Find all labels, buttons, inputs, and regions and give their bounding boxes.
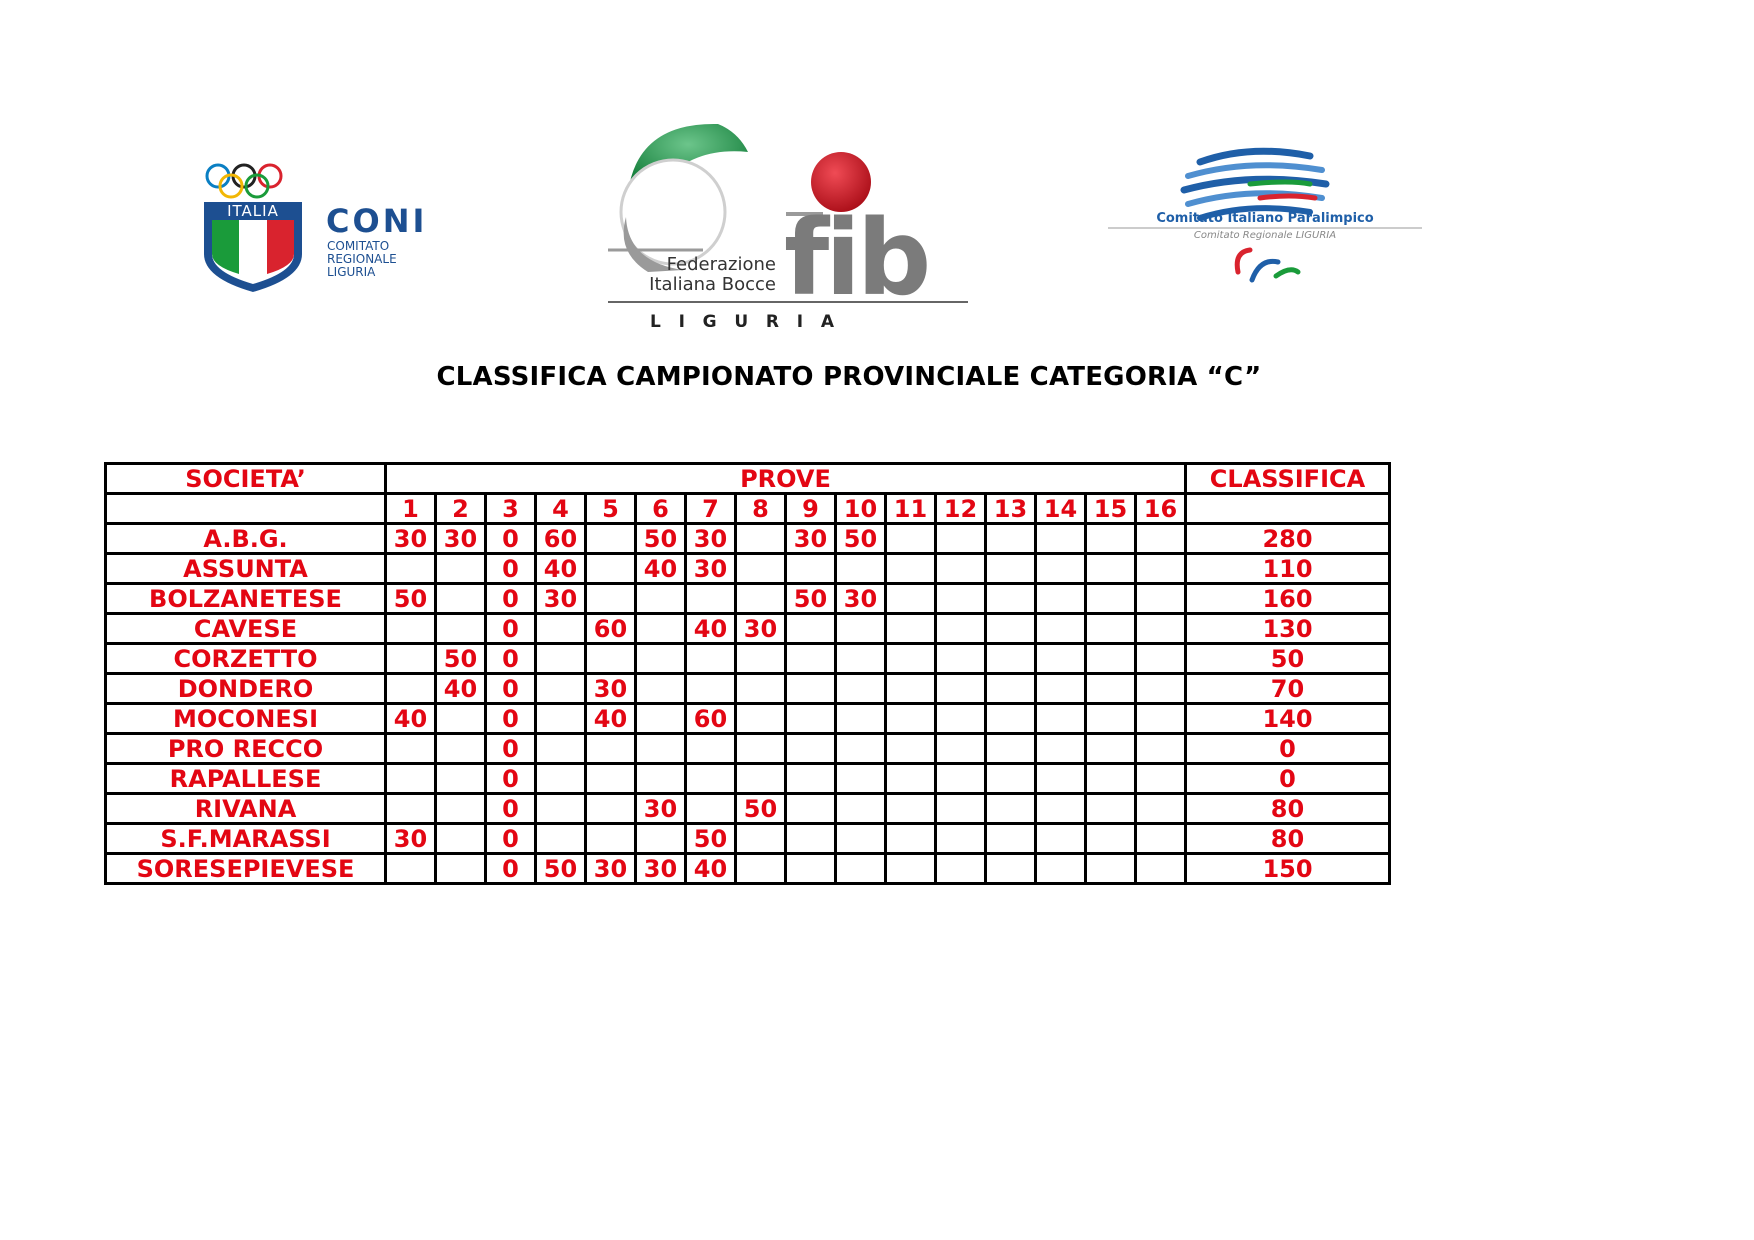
- trial-score: [536, 614, 586, 644]
- trial-score: [636, 614, 686, 644]
- trial-score: [936, 584, 986, 614]
- trial-score: [436, 554, 486, 584]
- ranking-total: 0: [1186, 764, 1390, 794]
- trial-score: 0: [486, 554, 536, 584]
- table-row: [106, 824, 1390, 854]
- table-row: [106, 794, 1390, 824]
- trial-score: [386, 614, 436, 644]
- trial-score: [1136, 524, 1186, 554]
- trial-score: [786, 734, 836, 764]
- trial-number: 12: [936, 494, 986, 524]
- trial-score: [736, 764, 786, 794]
- trial-score: 50: [436, 644, 486, 674]
- trial-score: [886, 854, 936, 884]
- trial-score: [536, 764, 586, 794]
- trial-score: [636, 824, 686, 854]
- trial-score: [1086, 524, 1136, 554]
- trial-score: [636, 704, 686, 734]
- olympic-rings-icon: [207, 165, 281, 197]
- trial-score: [386, 794, 436, 824]
- trial-score: 60: [686, 704, 736, 734]
- trial-score: [736, 554, 786, 584]
- trial-score: [536, 794, 586, 824]
- table-row: [106, 764, 1390, 794]
- table-row: [106, 584, 1390, 614]
- trial-score: [586, 794, 636, 824]
- trial-score: [1136, 764, 1186, 794]
- trial-number: 8: [736, 494, 786, 524]
- trial-score: [986, 824, 1036, 854]
- trial-score: [986, 674, 1036, 704]
- trial-score: 40: [436, 674, 486, 704]
- trial-score: [986, 794, 1036, 824]
- cip-logo: [1100, 140, 1430, 300]
- trial-score: [586, 734, 636, 764]
- trial-score: 40: [586, 704, 636, 734]
- table-row: [106, 854, 1390, 884]
- trial-number: 13: [986, 494, 1036, 524]
- trial-score: [586, 764, 636, 794]
- trial-score: [536, 644, 586, 674]
- trial-score: 30: [636, 854, 686, 884]
- trial-score: 30: [686, 524, 736, 554]
- trial-score: [886, 644, 936, 674]
- trial-score: [886, 704, 936, 734]
- trial-score: [536, 734, 586, 764]
- trial-score: [986, 704, 1036, 734]
- trial-score: 0: [486, 764, 536, 794]
- empty-cell: [1186, 494, 1390, 524]
- trial-score: 50: [836, 524, 886, 554]
- trial-score: 50: [736, 794, 786, 824]
- trial-score: [886, 824, 936, 854]
- ranking-total: 50: [1186, 644, 1390, 674]
- table-row: [106, 524, 1390, 554]
- trial-number: 16: [1136, 494, 1186, 524]
- trial-score: [836, 854, 886, 884]
- society-name: MOCONESI: [106, 704, 386, 734]
- trial-score: 30: [636, 794, 686, 824]
- trial-score: [936, 644, 986, 674]
- trial-score: 50: [686, 824, 736, 854]
- trial-score: [586, 584, 636, 614]
- trial-score: [386, 674, 436, 704]
- coni-logo: [198, 162, 468, 297]
- trial-score: 30: [836, 584, 886, 614]
- trial-score: 0: [486, 854, 536, 884]
- trial-score: [786, 614, 836, 644]
- trial-score: 40: [386, 704, 436, 734]
- empty-cell: [106, 494, 386, 524]
- trial-score: [1036, 524, 1086, 554]
- trial-score: [536, 824, 586, 854]
- trial-score: 30: [536, 584, 586, 614]
- trial-score: [686, 764, 736, 794]
- trial-score: [786, 824, 836, 854]
- trial-score: [1036, 614, 1086, 644]
- trial-score: 0: [486, 584, 536, 614]
- trial-score: [736, 674, 786, 704]
- trial-score: [1086, 644, 1136, 674]
- trial-score: 30: [736, 614, 786, 644]
- trial-score: [936, 794, 986, 824]
- trial-score: [836, 704, 886, 734]
- trial-score: [1036, 764, 1086, 794]
- trial-score: 50: [386, 584, 436, 614]
- trial-score: [786, 794, 836, 824]
- fib-logo: [608, 122, 980, 337]
- trial-score: [836, 644, 886, 674]
- ranking-total: 150: [1186, 854, 1390, 884]
- table-row: [106, 674, 1390, 704]
- ranking-total: 130: [1186, 614, 1390, 644]
- trial-score: [586, 644, 636, 674]
- trial-score: [836, 794, 886, 824]
- trial-score: [686, 644, 736, 674]
- coni-subtitle-1: COMITATO: [327, 239, 390, 253]
- trial-score: [786, 554, 836, 584]
- coni-name: CONI: [326, 202, 428, 240]
- trial-score: 30: [386, 524, 436, 554]
- trial-score: [886, 734, 936, 764]
- trial-score: [1086, 764, 1136, 794]
- trial-score: [986, 554, 1036, 584]
- trial-number: 15: [1086, 494, 1136, 524]
- trial-score: 30: [436, 524, 486, 554]
- fib-region: L I G U R I A: [650, 312, 835, 332]
- table-row: [106, 614, 1390, 644]
- trial-score: [936, 764, 986, 794]
- trial-score: [536, 704, 586, 734]
- shield-label: ITALIA: [227, 202, 279, 220]
- trial-score: [586, 524, 636, 554]
- trial-score: [886, 524, 936, 554]
- trial-score: [436, 764, 486, 794]
- trial-score: [1086, 554, 1136, 584]
- trial-score: [636, 644, 686, 674]
- trial-score: [936, 524, 986, 554]
- table-row: [106, 734, 1390, 764]
- trial-score: [1036, 674, 1086, 704]
- trial-score: [686, 794, 736, 824]
- standings-table: [104, 462, 1391, 885]
- swirl-globe-icon: [1184, 151, 1326, 218]
- trial-score: [586, 554, 636, 584]
- trial-score: [386, 854, 436, 884]
- trial-score: [686, 734, 736, 764]
- trial-score: [1136, 794, 1186, 824]
- trial-score: [1086, 734, 1136, 764]
- trial-score: 50: [786, 584, 836, 614]
- trial-number: 5: [586, 494, 636, 524]
- trial-score: [936, 704, 986, 734]
- trial-score: [386, 644, 436, 674]
- trial-score: 0: [486, 734, 536, 764]
- trial-score: [986, 524, 1036, 554]
- trial-score: [986, 854, 1036, 884]
- trial-score: [736, 824, 786, 854]
- society-name: A.B.G.: [106, 524, 386, 554]
- trial-score: [1136, 614, 1186, 644]
- trial-score: [1036, 854, 1086, 884]
- trial-score: [436, 704, 486, 734]
- trial-score: [436, 824, 486, 854]
- trial-score: [936, 614, 986, 644]
- ranking-total: 160: [1186, 584, 1390, 614]
- trial-score: [836, 554, 886, 584]
- society-name: DONDERO: [106, 674, 386, 704]
- trial-score: [936, 854, 986, 884]
- trial-score: [886, 584, 936, 614]
- society-name: RIVANA: [106, 794, 386, 824]
- trial-score: [1036, 644, 1086, 674]
- trial-score: [1086, 854, 1136, 884]
- trial-score: [1136, 584, 1186, 614]
- ranking-total: 80: [1186, 824, 1390, 854]
- trial-number: 1: [386, 494, 436, 524]
- society-name: ASSUNTA: [106, 554, 386, 584]
- trial-score: [1036, 704, 1086, 734]
- trial-score: [1136, 734, 1186, 764]
- trial-score: [1036, 584, 1086, 614]
- cip-name: Comitato Italiano Paralimpico: [1156, 211, 1374, 226]
- trial-score: [986, 644, 1036, 674]
- table-row: [106, 704, 1390, 734]
- ranking-header: CLASSIFICA: [1186, 464, 1390, 494]
- cip-subtitle: Comitato Regionale LIGURIA: [1193, 230, 1337, 241]
- trial-score: [636, 764, 686, 794]
- society-name: BOLZANETESE: [106, 584, 386, 614]
- trial-score: [736, 524, 786, 554]
- trial-score: [736, 704, 786, 734]
- trial-score: [636, 674, 686, 704]
- trial-score: [386, 734, 436, 764]
- trial-score: [436, 734, 486, 764]
- trial-score: [886, 674, 936, 704]
- trial-score: [686, 674, 736, 704]
- society-name: SORESEPIEVESE: [106, 854, 386, 884]
- trial-score: [586, 824, 636, 854]
- fib-line2: Italiana Bocce: [649, 274, 776, 295]
- ranking-total: 110: [1186, 554, 1390, 584]
- coni-subtitle-2: REGIONALE: [327, 252, 397, 266]
- trial-score: [1086, 824, 1136, 854]
- trial-score: [836, 614, 886, 644]
- society-name: S.F.MARASSI: [106, 824, 386, 854]
- trial-score: [786, 644, 836, 674]
- trial-number: 11: [886, 494, 936, 524]
- trial-score: [1086, 674, 1136, 704]
- society-name: CORZETTO: [106, 644, 386, 674]
- trial-score: [986, 764, 1036, 794]
- trial-score: [836, 734, 886, 764]
- trial-score: 0: [486, 524, 536, 554]
- trial-score: [436, 854, 486, 884]
- trial-score: [886, 764, 936, 794]
- trial-score: 0: [486, 794, 536, 824]
- trial-score: [936, 674, 986, 704]
- ranking-total: 140: [1186, 704, 1390, 734]
- society-name: RAPALLESE: [106, 764, 386, 794]
- trial-score: [736, 644, 786, 674]
- trial-number: 3: [486, 494, 536, 524]
- trial-score: 30: [586, 854, 636, 884]
- trial-score: [1136, 554, 1186, 584]
- fib-line1: Federazione: [666, 254, 776, 275]
- trial-score: [936, 734, 986, 764]
- trial-number: 14: [1036, 494, 1086, 524]
- table-row: [106, 644, 1390, 674]
- trial-score: [636, 734, 686, 764]
- trial-score: [686, 584, 736, 614]
- ranking-total: 80: [1186, 794, 1390, 824]
- society-name: CAVESE: [106, 614, 386, 644]
- trial-score: 30: [586, 674, 636, 704]
- trial-score: [986, 734, 1036, 764]
- trial-number: 9: [786, 494, 836, 524]
- trial-score: [1136, 644, 1186, 674]
- trial-score: [436, 614, 486, 644]
- trial-score: 30: [386, 824, 436, 854]
- trial-score: 0: [486, 824, 536, 854]
- trial-score: [1036, 734, 1086, 764]
- trial-score: [836, 824, 886, 854]
- trial-score: [886, 554, 936, 584]
- trial-score: [786, 704, 836, 734]
- trial-score: [786, 854, 836, 884]
- trial-score: 40: [536, 554, 586, 584]
- trial-score: [1136, 704, 1186, 734]
- trial-score: [736, 734, 786, 764]
- trial-score: 0: [486, 644, 536, 674]
- trial-score: [736, 584, 786, 614]
- trial-score: 30: [786, 524, 836, 554]
- trial-number: 4: [536, 494, 586, 524]
- trial-score: [436, 584, 486, 614]
- society-name: PRO RECCO: [106, 734, 386, 764]
- trial-score: [1036, 824, 1086, 854]
- trial-score: 60: [586, 614, 636, 644]
- header-row: [106, 464, 1390, 494]
- trial-score: [936, 824, 986, 854]
- trial-number-row: [106, 494, 1390, 524]
- trial-score: [1086, 614, 1136, 644]
- trial-score: 60: [536, 524, 586, 554]
- trial-number: 7: [686, 494, 736, 524]
- trial-score: [786, 764, 836, 794]
- society-header: SOCIETA’: [106, 464, 386, 494]
- paralympic-agitos-icon: [1237, 250, 1298, 280]
- trial-score: [1086, 704, 1136, 734]
- trial-score: 50: [636, 524, 686, 554]
- trial-score: 0: [486, 674, 536, 704]
- trial-score: 40: [686, 614, 736, 644]
- trial-score: [786, 674, 836, 704]
- trial-score: [386, 554, 436, 584]
- ranking-total: 280: [1186, 524, 1390, 554]
- trial-score: [1086, 584, 1136, 614]
- trial-score: [1136, 674, 1186, 704]
- trial-score: 40: [636, 554, 686, 584]
- trial-score: 0: [486, 704, 536, 734]
- trial-number: 2: [436, 494, 486, 524]
- trial-score: [886, 614, 936, 644]
- table-row: [106, 554, 1390, 584]
- trial-score: [886, 794, 936, 824]
- page-title: CLASSIFICA CAMPIONATO PROVINCIALE CATEGORIA “C”: [436, 362, 1262, 392]
- italia-shield-icon: [204, 202, 302, 292]
- trial-score: 50: [536, 854, 586, 884]
- trial-number: 6: [636, 494, 686, 524]
- trial-score: [386, 764, 436, 794]
- fib-wordmark: fib: [784, 197, 928, 319]
- ranking-total: 0: [1186, 734, 1390, 764]
- ranking-total: 70: [1186, 674, 1390, 704]
- trial-score: [1086, 794, 1136, 824]
- trial-score: [836, 764, 886, 794]
- trial-score: [986, 614, 1036, 644]
- trial-score: [736, 854, 786, 884]
- trial-score: [1036, 554, 1086, 584]
- trials-header: PROVE: [386, 464, 1186, 494]
- trial-score: [636, 584, 686, 614]
- trial-score: 0: [486, 614, 536, 644]
- trial-score: [1136, 824, 1186, 854]
- trial-score: [436, 794, 486, 824]
- trial-score: [1036, 794, 1086, 824]
- trial-score: [936, 554, 986, 584]
- trial-score: [836, 674, 886, 704]
- trial-score: [986, 584, 1036, 614]
- coni-subtitle-3: LIGURIA: [327, 265, 376, 279]
- trial-score: 30: [686, 554, 736, 584]
- trial-number: 10: [836, 494, 886, 524]
- trial-score: [1136, 854, 1186, 884]
- trial-score: [536, 674, 586, 704]
- trial-score: 40: [686, 854, 736, 884]
